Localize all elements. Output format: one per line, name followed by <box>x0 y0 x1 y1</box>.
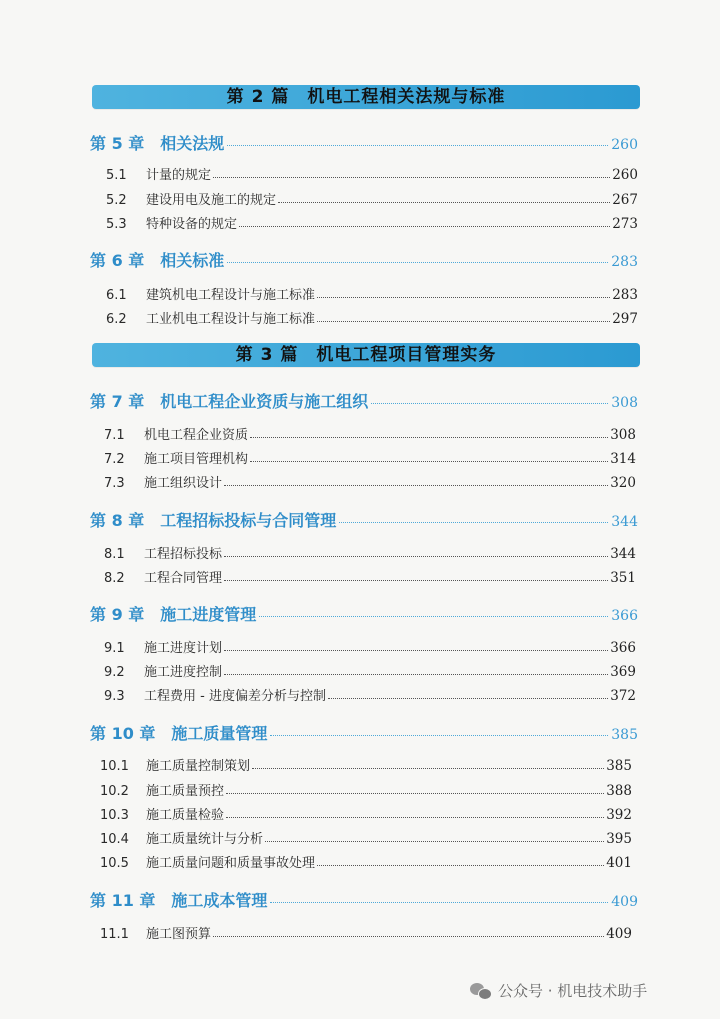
section-title: 施工进度计划 <box>144 641 223 656</box>
chapter-page: 344 <box>611 514 638 530</box>
section-page: 351 <box>610 570 636 586</box>
section-page: 308 <box>610 427 636 443</box>
section-11-1-entry[interactable] <box>100 923 632 942</box>
section-title: 工程费用 - 进度偏差分析与控制 <box>144 689 326 704</box>
section-7-3-entry[interactable] <box>104 472 636 491</box>
chapter-number: 第 8 章 <box>90 511 145 530</box>
chapter-title: 机电工程企业资质与施工组织 <box>160 392 369 411</box>
part-2-banner <box>92 85 640 109</box>
section-number: 5.3 <box>106 217 127 232</box>
section-7-1-entry[interactable] <box>104 424 636 443</box>
chapter-7-entry[interactable] <box>90 389 638 412</box>
section-5-2-entry[interactable] <box>106 189 638 208</box>
section-10-3-entry[interactable] <box>100 804 632 823</box>
section-5-3-entry[interactable] <box>106 213 638 232</box>
chapter-title: 施工成本管理 <box>171 891 268 910</box>
chapter-page: 283 <box>611 254 638 270</box>
wechat-icon <box>470 982 492 1000</box>
section-number: 7.2 <box>104 452 125 467</box>
chapter-10-entry[interactable] <box>90 721 638 744</box>
section-page: 409 <box>606 926 632 942</box>
chapter-6-entry[interactable] <box>90 248 638 271</box>
section-10-4-entry[interactable] <box>100 828 632 847</box>
section-number: 10.4 <box>100 832 129 847</box>
section-number: 7.1 <box>104 428 125 443</box>
section-number: 8.2 <box>104 571 125 586</box>
part-title: 机电工程相关法规与标准 <box>307 87 506 107</box>
section-number: 10.2 <box>100 784 129 799</box>
watermark-text: 公众号 · 机电技术助手 <box>498 982 648 1000</box>
section-page: 273 <box>612 216 638 232</box>
section-10-5-entry[interactable] <box>100 852 632 871</box>
chapter-number: 第 9 章 <box>90 605 145 624</box>
chapter-number: 第 10 章 <box>90 724 156 743</box>
part-title: 机电工程项目管理实务 <box>316 345 497 365</box>
section-6-2-entry[interactable] <box>106 308 638 327</box>
section-title: 施工质量统计与分析 <box>146 832 264 847</box>
chapter-title: 施工进度管理 <box>160 605 257 624</box>
section-page: 344 <box>610 546 636 562</box>
chapter-8-entry[interactable] <box>90 508 638 531</box>
leader-dots <box>224 674 608 675</box>
chapter-page: 260 <box>611 137 638 153</box>
chapter-5-entry[interactable] <box>90 131 638 154</box>
section-10-1-entry[interactable] <box>100 755 632 774</box>
section-page: 385 <box>606 758 632 774</box>
chapter-page: 366 <box>611 608 638 624</box>
leader-dots <box>213 936 604 937</box>
section-title: 工业机电工程设计与施工标准 <box>146 312 316 327</box>
section-page: 314 <box>610 451 636 467</box>
section-title: 施工质量检验 <box>146 808 225 823</box>
section-page: 297 <box>612 311 638 327</box>
leader-dots <box>250 437 608 438</box>
leader-dots <box>317 865 604 866</box>
section-page: 283 <box>612 287 638 303</box>
section-title: 施工质量控制策划 <box>146 759 251 774</box>
leader-dots <box>224 650 608 651</box>
section-6-1-entry[interactable] <box>106 284 638 303</box>
chapter-number: 第 6 章 <box>90 251 145 270</box>
section-number: 5.1 <box>106 168 127 183</box>
leader-dots <box>317 321 610 322</box>
chapter-11-entry[interactable] <box>90 888 638 911</box>
section-page: 395 <box>606 831 632 847</box>
section-number: 10.3 <box>100 808 129 823</box>
section-number: 10.1 <box>100 759 129 774</box>
section-title: 工程招标投标 <box>144 547 223 562</box>
section-9-1-entry[interactable] <box>104 637 636 656</box>
section-7-2-entry[interactable] <box>104 448 636 467</box>
leader-dots <box>227 262 608 263</box>
section-5-1-entry[interactable] <box>106 164 638 183</box>
section-number: 7.3 <box>104 476 125 491</box>
leader-dots <box>270 735 608 736</box>
section-number: 11.1 <box>100 927 129 942</box>
section-9-2-entry[interactable] <box>104 661 636 680</box>
section-title: 建筑机电工程设计与施工标准 <box>146 288 316 303</box>
section-number: 10.5 <box>100 856 129 871</box>
section-number: 9.3 <box>104 689 125 704</box>
section-title: 施工组织设计 <box>144 476 223 491</box>
leader-dots <box>213 177 610 178</box>
chapter-number: 第 5 章 <box>90 134 145 153</box>
chapter-page: 409 <box>611 894 638 910</box>
watermark <box>470 980 647 1001</box>
leader-dots <box>259 616 608 617</box>
part-number: 第 2 篇 <box>226 87 290 107</box>
section-8-1-entry[interactable] <box>104 543 636 562</box>
section-title: 机电工程企业资质 <box>144 428 249 443</box>
part-number: 第 3 篇 <box>235 345 299 365</box>
leader-dots <box>278 202 610 203</box>
leader-dots <box>317 297 610 298</box>
chapter-9-entry[interactable] <box>90 602 638 625</box>
section-page: 267 <box>612 192 638 208</box>
section-page: 369 <box>610 664 636 680</box>
section-title: 施工进度控制 <box>144 665 223 680</box>
section-number: 9.2 <box>104 665 125 680</box>
section-title: 施工项目管理机构 <box>144 452 249 467</box>
section-page: 260 <box>612 167 638 183</box>
section-page: 372 <box>610 688 636 704</box>
section-title: 计量的规定 <box>146 168 212 183</box>
leader-dots <box>250 461 608 462</box>
section-page: 320 <box>610 475 636 491</box>
section-9-3-entry[interactable] <box>104 685 636 704</box>
section-page: 392 <box>606 807 632 823</box>
section-title: 施工图预算 <box>146 927 212 942</box>
section-number: 5.2 <box>106 193 127 208</box>
leader-dots <box>224 485 608 486</box>
section-10-2-entry[interactable] <box>100 780 632 799</box>
leader-dots <box>265 841 604 842</box>
chapter-title: 相关法规 <box>160 134 225 153</box>
leader-dots <box>371 403 608 404</box>
leader-dots <box>226 793 604 794</box>
section-page: 388 <box>606 783 632 799</box>
section-title: 工程合同管理 <box>144 571 223 586</box>
chapter-title: 工程招标投标与合同管理 <box>160 511 337 530</box>
leader-dots <box>227 145 608 146</box>
chapter-page: 385 <box>611 727 638 743</box>
section-8-2-entry[interactable] <box>104 567 636 586</box>
part-3-banner <box>92 343 640 367</box>
section-title: 特种设备的规定 <box>146 217 238 232</box>
section-page: 401 <box>606 855 632 871</box>
section-number: 6.2 <box>106 312 127 327</box>
leader-dots <box>224 556 608 557</box>
leader-dots <box>239 226 610 227</box>
section-number: 8.1 <box>104 547 125 562</box>
section-title: 施工质量问题和质量事故处理 <box>146 856 316 871</box>
chapter-number: 第 7 章 <box>90 392 145 411</box>
chapter-title: 相关标准 <box>160 251 225 270</box>
section-title: 建设用电及施工的规定 <box>146 193 277 208</box>
chapter-number: 第 11 章 <box>90 891 156 910</box>
section-page: 366 <box>610 640 636 656</box>
chapter-title: 施工质量管理 <box>171 724 268 743</box>
leader-dots <box>224 580 608 581</box>
section-number: 9.1 <box>104 641 125 656</box>
leader-dots <box>226 817 604 818</box>
section-title: 施工质量预控 <box>146 784 225 799</box>
leader-dots <box>339 522 608 523</box>
leader-dots <box>252 768 604 769</box>
chapter-page: 308 <box>611 395 638 411</box>
leader-dots <box>328 698 608 699</box>
leader-dots <box>270 902 608 903</box>
section-number: 6.1 <box>106 288 127 303</box>
